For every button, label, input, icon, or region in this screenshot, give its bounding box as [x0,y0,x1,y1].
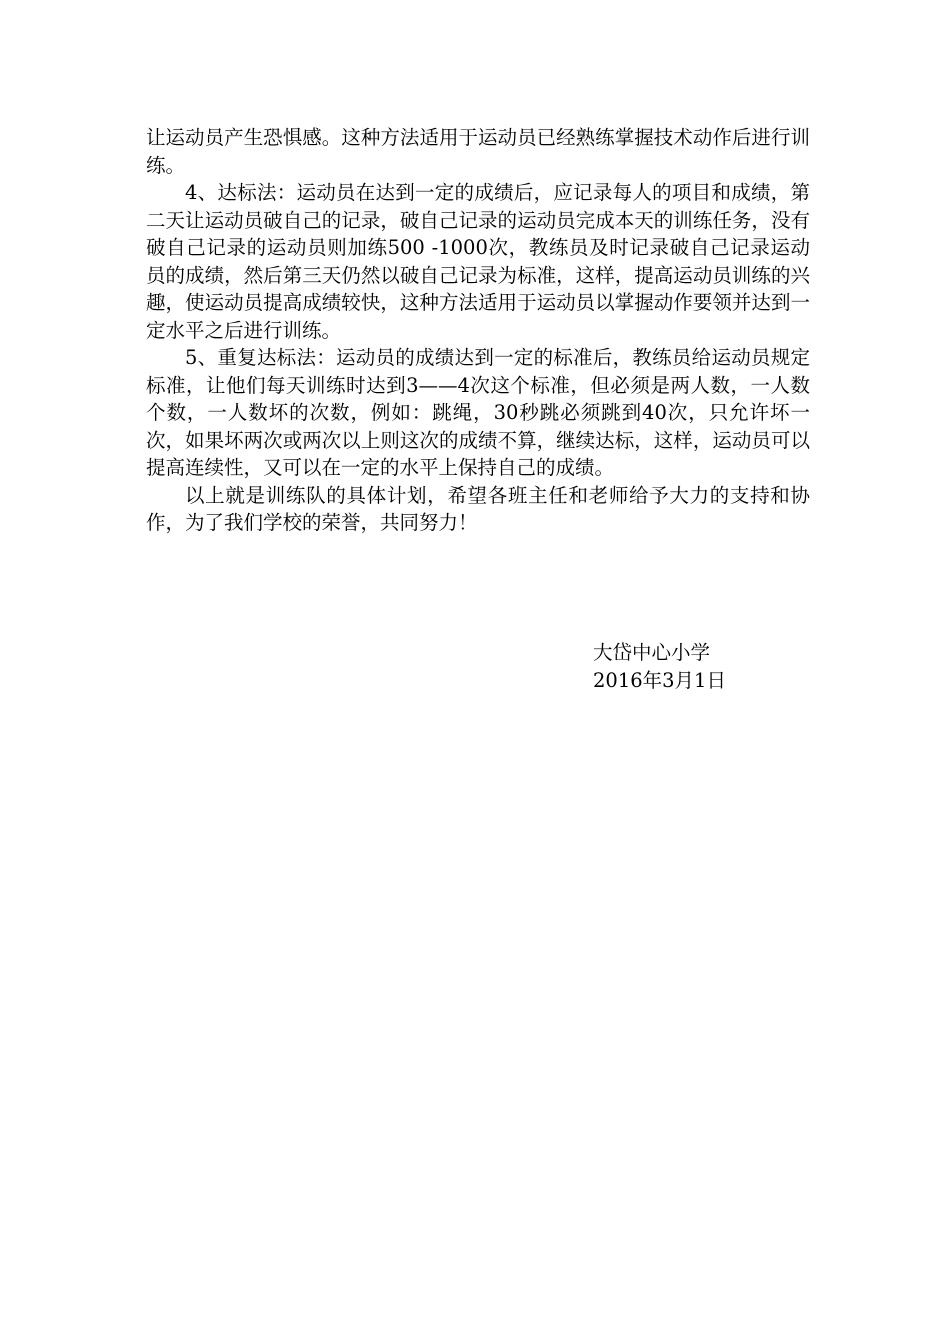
signature-block [593,639,726,694]
document-body [146,124,810,537]
paragraph-method-5: 5、重复达标法：运动员的成绩达到一定的标准后，教练员给运动员规定标准，让他们每天训练时达到3——4次这个标准，但必须是两人数，一人数个数，一人数坏的次数，例如：跳绳，30秒跳必须跳到40次，只允许坏一次，如果坏两次或两次以上则这次的成绩不算，继续达标，这样，运动员可以提高连续性，又可以在一定的水平上保持自己的成绩。 [146,346,810,479]
paragraph-continuation: 让运动员产生恐惧感。这种方法适用于运动员已经熟练掌握技术动作后进行训练。 [146,126,810,177]
paragraph-method-4: 4、达标法：运动员在达到一定的成绩后，应记录每人的项目和成绩，第二天让运动员破自己的记录，破自己记录的运动员完成本天的训练任务，没有破自己记录的运动员则加练500 -1000次，教练员及时记录破自己记录运动员的成绩，然后第三天仍然以破自己记录为标准，这样，提高运动员训练的兴趣，使运动员提高成绩较快，这种方法适用于运动员以掌握动作要领并达到一定水平之后进行训练。 [146,181,810,342]
signature-date: 2016年3月1日 [593,668,726,692]
paragraph-closing: 以上就是训练队的具体计划，希望各班主任和老师给予大力的支持和协作，为了我们学校的荣誉，共同努力！ [146,483,810,534]
signature-organization: 大岱中心小学 [593,641,711,664]
